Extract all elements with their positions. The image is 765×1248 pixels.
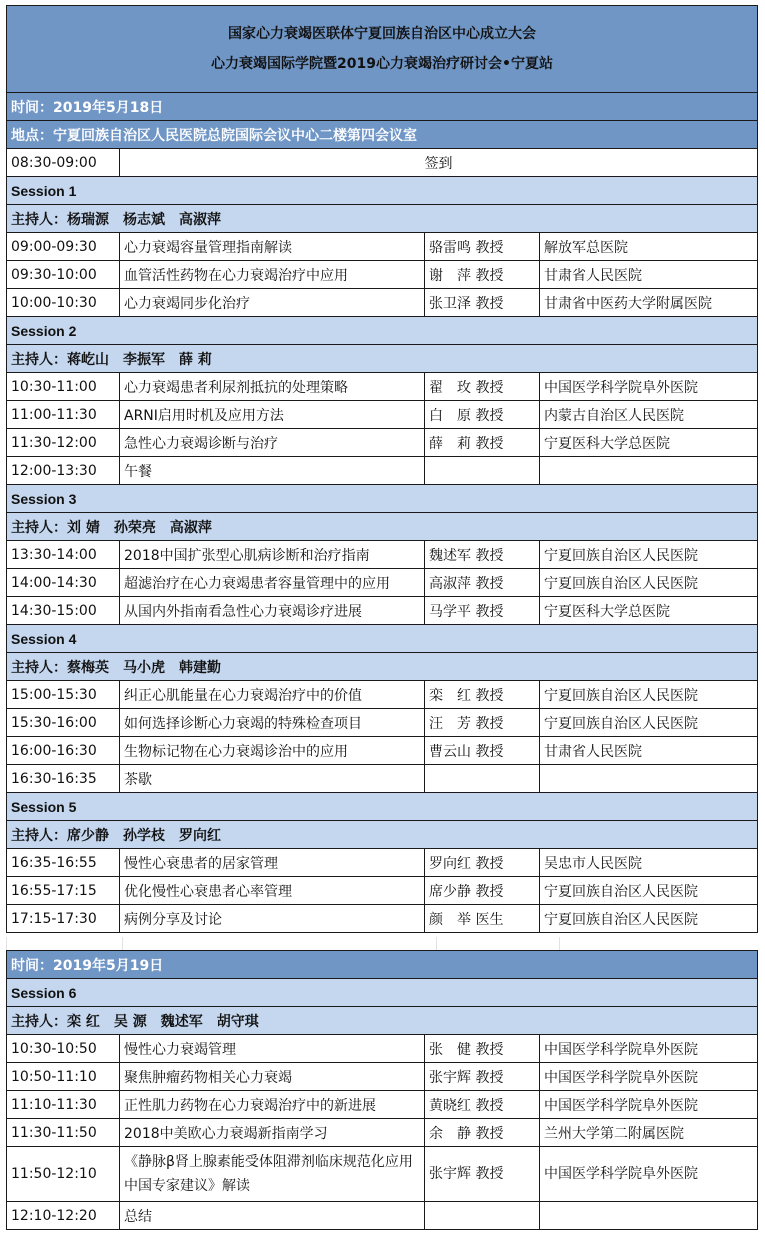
session-2-header: Session 2	[7, 317, 758, 345]
row-time: 11:30-12:00	[7, 429, 120, 457]
row-topic: 总结	[120, 1202, 425, 1230]
table-row	[7, 1202, 758, 1230]
row-hospital: 宁夏医科大学总医院	[540, 597, 758, 625]
row-hospital: 吴忠市人民医院	[540, 849, 758, 877]
day1-location: 地点：宁夏回族自治区人民医院总院国际会议中心二楼第四会议室	[7, 121, 758, 149]
row-speaker: 颜 举 医生	[425, 905, 540, 933]
row-topic: 生物标记物在心力衰竭诊治中的应用	[120, 737, 425, 765]
row-hospital	[540, 457, 758, 485]
row-topic: 聚焦肿瘤药物相关心力衰竭	[120, 1063, 425, 1091]
row-time: 11:30-11:50	[7, 1119, 120, 1147]
row-hospital	[540, 765, 758, 793]
row-topic: 午餐	[120, 457, 425, 485]
row-speaker: 栾 红 教授	[425, 681, 540, 709]
row-hospital: 宁夏医科大学总医院	[540, 429, 758, 457]
row-topic: 急性心力衰竭诊断与治疗	[120, 429, 425, 457]
row-time: 09:30-10:00	[7, 261, 120, 289]
row-hospital: 宁夏回族自治区人民医院	[540, 877, 758, 905]
row-topic: 超滤治疗在心力衰竭患者容量管理中的应用	[120, 569, 425, 597]
row-speaker: 余 静 教授	[425, 1119, 540, 1147]
row-time: 11:50-12:10	[7, 1147, 120, 1202]
row-topic: 纠正心肌能量在心力衰竭治疗中的价值	[120, 681, 425, 709]
table-row	[7, 401, 758, 429]
session-4-hosts: 主持人：蔡梅英 马小虎 韩建勤	[7, 653, 758, 681]
session-6-hosts: 主持人：栾 红 吴 源 魏述军 胡守琪	[7, 1007, 758, 1035]
row-speaker: 曹云山 教授	[425, 737, 540, 765]
table-row	[7, 1063, 758, 1091]
row-hospital: 中国医学科学院阜外医院	[540, 1147, 758, 1202]
row-speaker: 白 原 教授	[425, 401, 540, 429]
row-speaker: 汪 芳 教授	[425, 709, 540, 737]
session-6-header: Session 6	[7, 979, 758, 1007]
row-hospital: 宁夏回族自治区人民医院	[540, 905, 758, 933]
row-hospital: 中国医学科学院阜外医院	[540, 1063, 758, 1091]
row-speaker: 张宇辉 教授	[425, 1147, 540, 1202]
row-hospital: 兰州大学第二附属医院	[540, 1119, 758, 1147]
row-hospital: 宁夏回族自治区人民医院	[540, 541, 758, 569]
title-row	[7, 6, 758, 93]
day1-schedule-table	[6, 5, 758, 933]
row-time: 10:30-10:50	[7, 1035, 120, 1063]
table-row	[7, 289, 758, 317]
session-5-header: Session 5	[7, 793, 758, 821]
row-time: 11:00-11:30	[7, 401, 120, 429]
row-topic: 正性肌力药物在心力衰竭治疗中的新进展	[120, 1091, 425, 1119]
row-hospital: 中国医学科学院阜外医院	[540, 373, 758, 401]
row-topic: 慢性心衰患者的居家管理	[120, 849, 425, 877]
table-row	[7, 1119, 758, 1147]
row-speaker	[425, 1202, 540, 1230]
row-speaker: 张卫泽 教授	[425, 289, 540, 317]
session-2-hosts: 主持人：蒋屹山 李振军 薛 莉	[7, 345, 758, 373]
row-time: 16:35-16:55	[7, 849, 120, 877]
row-topic: ARNI启用时机及应用方法	[120, 401, 425, 429]
session-1-header: Session 1	[7, 177, 758, 205]
row-hospital: 甘肃省人民医院	[540, 737, 758, 765]
row-hospital: 内蒙古自治区人民医院	[540, 401, 758, 429]
row-speaker: 翟 玫 教授	[425, 373, 540, 401]
row-time: 09:00-09:30	[7, 233, 120, 261]
table-row	[7, 765, 758, 793]
day2-schedule-table	[6, 950, 758, 1230]
row-speaker: 张 健 教授	[425, 1035, 540, 1063]
row-time: 10:50-11:10	[7, 1063, 120, 1091]
row-topic: 血管活性药物在心力衰竭治疗中应用	[120, 261, 425, 289]
row-topic: 心力衰竭患者利尿剂抵抗的处理策略	[120, 373, 425, 401]
row-topic: 《静脉β肾上腺素能受体阻滞剂临床规范化应用中国专家建议》解读	[120, 1147, 425, 1202]
table-row	[7, 849, 758, 877]
session-4-header: Session 4	[7, 625, 758, 653]
row-time: 11:10-11:30	[7, 1091, 120, 1119]
row-speaker: 骆雷鸣 教授	[425, 233, 540, 261]
row-topic: 优化慢性心衰患者心率管理	[120, 877, 425, 905]
session-3-header: Session 3	[7, 485, 758, 513]
row-speaker: 魏述军 教授	[425, 541, 540, 569]
row-topic: 2018中国扩张型心肌病诊断和治疗指南	[120, 541, 425, 569]
table-row	[7, 737, 758, 765]
row-speaker: 马学平 教授	[425, 597, 540, 625]
table-row	[7, 233, 758, 261]
row-speaker: 席少静 教授	[425, 877, 540, 905]
table-row	[7, 261, 758, 289]
row-hospital: 甘肃省中医药大学附属医院	[540, 289, 758, 317]
table-row	[7, 1147, 758, 1202]
signin-label: 签到	[120, 149, 758, 177]
row-time: 16:30-16:35	[7, 765, 120, 793]
row-topic: 慢性心力衰竭管理	[120, 1035, 425, 1063]
row-time: 17:15-17:30	[7, 905, 120, 933]
session-5-hosts: 主持人：席少静 孙学枝 罗向红	[7, 821, 758, 849]
table-row	[7, 709, 758, 737]
table-row	[7, 597, 758, 625]
table-row	[7, 1035, 758, 1063]
row-time: 15:30-16:00	[7, 709, 120, 737]
signin-row	[7, 149, 758, 177]
row-speaker: 薛 莉 教授	[425, 429, 540, 457]
row-time: 13:30-14:00	[7, 541, 120, 569]
table-row	[7, 457, 758, 485]
row-hospital: 宁夏回族自治区人民医院	[540, 709, 758, 737]
row-topic: 心力衰竭容量管理指南解读	[120, 233, 425, 261]
title-line-1: 国家心力衰竭医联体宁夏回族自治区中心成立大会	[228, 26, 536, 42]
row-topic: 如何选择诊断心力衰竭的特殊检查项目	[120, 709, 425, 737]
table-row	[7, 373, 758, 401]
day2-date: 时间：2019年5月19日	[7, 951, 758, 979]
row-speaker	[425, 457, 540, 485]
row-speaker: 黄晓红 教授	[425, 1091, 540, 1119]
row-hospital: 宁夏回族自治区人民医院	[540, 569, 758, 597]
row-time: 14:00-14:30	[7, 569, 120, 597]
table-row	[7, 905, 758, 933]
table-row	[7, 569, 758, 597]
day1-date: 时间：2019年5月18日	[7, 93, 758, 121]
row-time: 15:00-15:30	[7, 681, 120, 709]
row-hospital: 中国医学科学院阜外医院	[540, 1035, 758, 1063]
row-speaker	[425, 765, 540, 793]
session-3-hosts: 主持人：刘 婧 孙荣亮 高淑萍	[7, 513, 758, 541]
row-time: 10:00-10:30	[7, 289, 120, 317]
row-time: 16:55-17:15	[7, 877, 120, 905]
row-topic: 从国内外指南看急性心力衰竭诊疗进展	[120, 597, 425, 625]
row-time: 16:00-16:30	[7, 737, 120, 765]
table-row	[7, 541, 758, 569]
row-time: 12:00-13:30	[7, 457, 120, 485]
row-speaker: 罗向红 教授	[425, 849, 540, 877]
row-hospital: 宁夏回族自治区人民医院	[540, 681, 758, 709]
conference-title	[7, 6, 758, 93]
table-row	[7, 1091, 758, 1119]
row-speaker: 谢 萍 教授	[425, 261, 540, 289]
row-speaker: 张宇辉 教授	[425, 1063, 540, 1091]
table-row	[7, 681, 758, 709]
row-time: 10:30-11:00	[7, 373, 120, 401]
signin-time: 08:30-09:00	[7, 149, 120, 177]
row-speaker: 高淑萍 教授	[425, 569, 540, 597]
row-time: 12:10-12:20	[7, 1202, 120, 1230]
row-topic: 病例分享及讨论	[120, 905, 425, 933]
table-row	[7, 429, 758, 457]
row-hospital: 解放军总医院	[540, 233, 758, 261]
spacer-gridlines	[6, 937, 758, 950]
row-topic: 茶歇	[120, 765, 425, 793]
row-hospital	[540, 1202, 758, 1230]
row-topic: 2018中美欧心力衰竭新指南学习	[120, 1119, 425, 1147]
row-hospital: 甘肃省人民医院	[540, 261, 758, 289]
title-line-2: 心力衰竭国际学院暨2019心力衰竭治疗研讨会•宁夏站	[211, 56, 553, 72]
row-topic: 心力衰竭同步化治疗	[120, 289, 425, 317]
table-row	[7, 877, 758, 905]
session-1-hosts: 主持人：杨瑞源 杨志斌 高淑萍	[7, 205, 758, 233]
row-time: 14:30-15:00	[7, 597, 120, 625]
row-hospital: 中国医学科学院阜外医院	[540, 1091, 758, 1119]
